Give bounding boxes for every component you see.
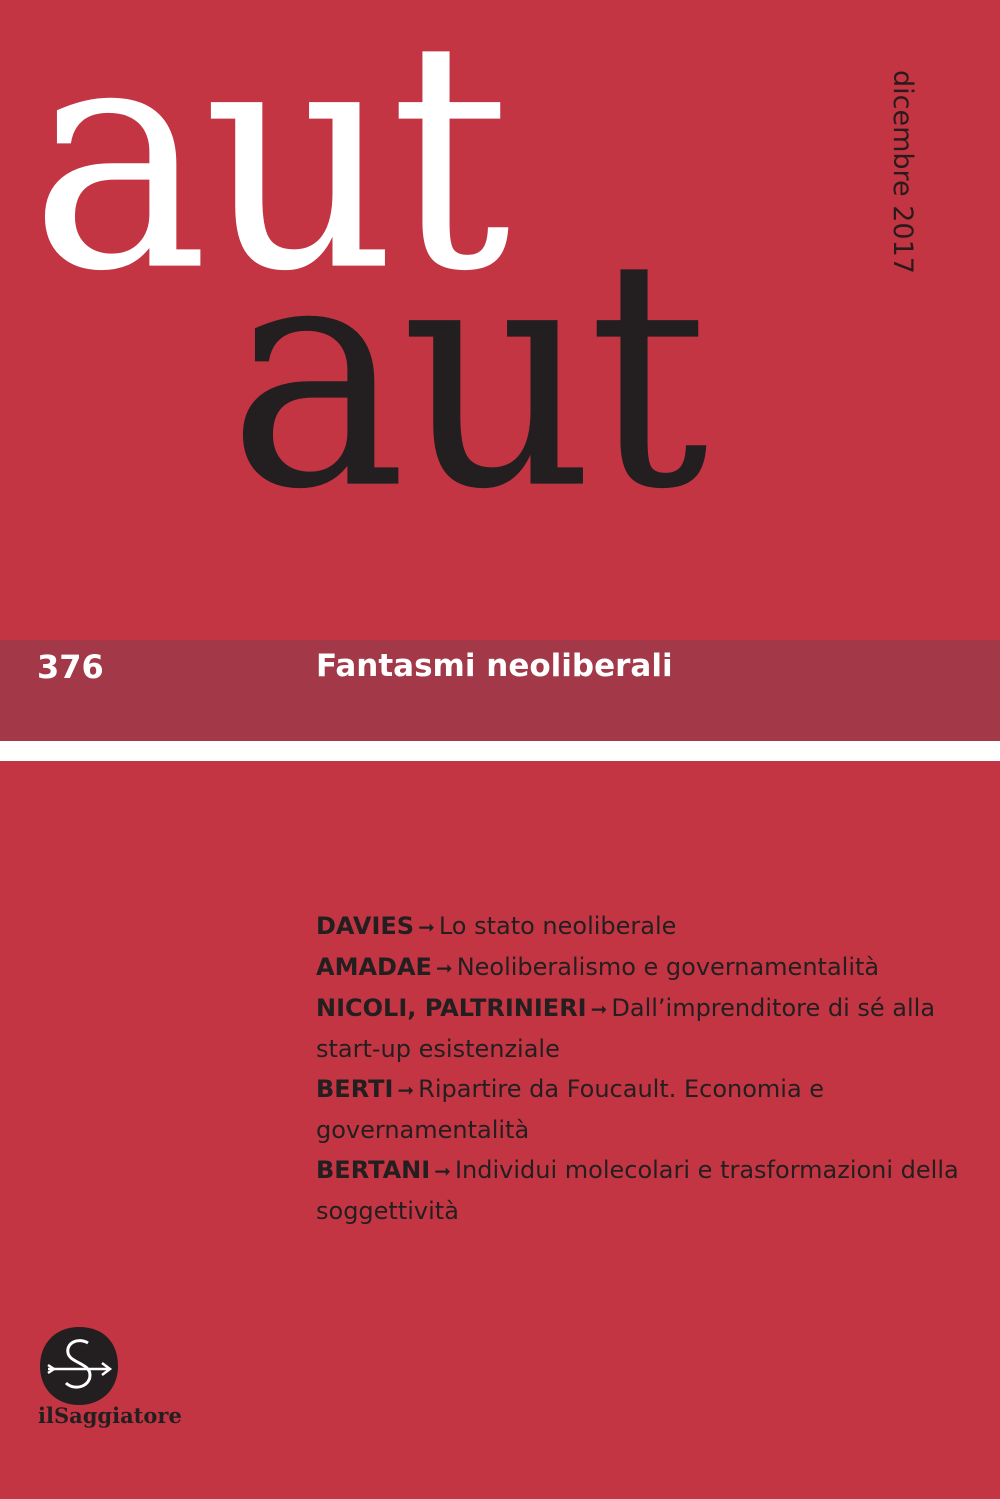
entry-title: Dall’imprenditore di sé alla start-up esistenziale: [316, 994, 936, 1063]
arrow-icon: ➞: [435, 956, 453, 980]
entry-title: Ripartire da Foucault. Economia e governamentalità: [316, 1075, 825, 1144]
entry-author: NICOLI, PALTRINIERI: [316, 994, 587, 1022]
issue-title: Fantasmi neoliberali: [316, 648, 673, 684]
entry-author: BERTI: [316, 1075, 394, 1103]
arrow-icon: ➞: [434, 1159, 451, 1183]
masthead-top: aut: [30, 0, 505, 341]
contents-entry: [316, 1069, 976, 1150]
entry-title: Individui molecolari e trasformazioni della soggettività: [316, 1156, 959, 1225]
entry-author: AMADAE: [316, 953, 432, 981]
entry-title: Lo stato neoliberale: [438, 912, 677, 940]
contents-entry: [316, 906, 976, 947]
entry-author: DAVIES: [316, 912, 415, 940]
publisher-name: ilSaggiatore: [38, 1403, 182, 1428]
issue-number: 376: [37, 648, 104, 686]
contents-entry: [316, 988, 976, 1069]
divider: [0, 741, 1000, 761]
arrow-icon: ➞: [418, 915, 435, 939]
saggiatore-logo-icon: [38, 1325, 120, 1407]
arrow-icon: ➞: [590, 997, 608, 1021]
contents-entry: [316, 947, 976, 988]
issue-date: dicembre 2017: [887, 70, 918, 274]
entry-title: Neoliberalismo e governamentalità: [456, 953, 880, 981]
contents-entry: [316, 1150, 976, 1231]
masthead-bottom: aut: [228, 191, 703, 559]
table-of-contents: [316, 906, 976, 1231]
entry-author: BERTANI: [316, 1156, 431, 1184]
arrow-icon: ➞: [397, 1078, 415, 1102]
